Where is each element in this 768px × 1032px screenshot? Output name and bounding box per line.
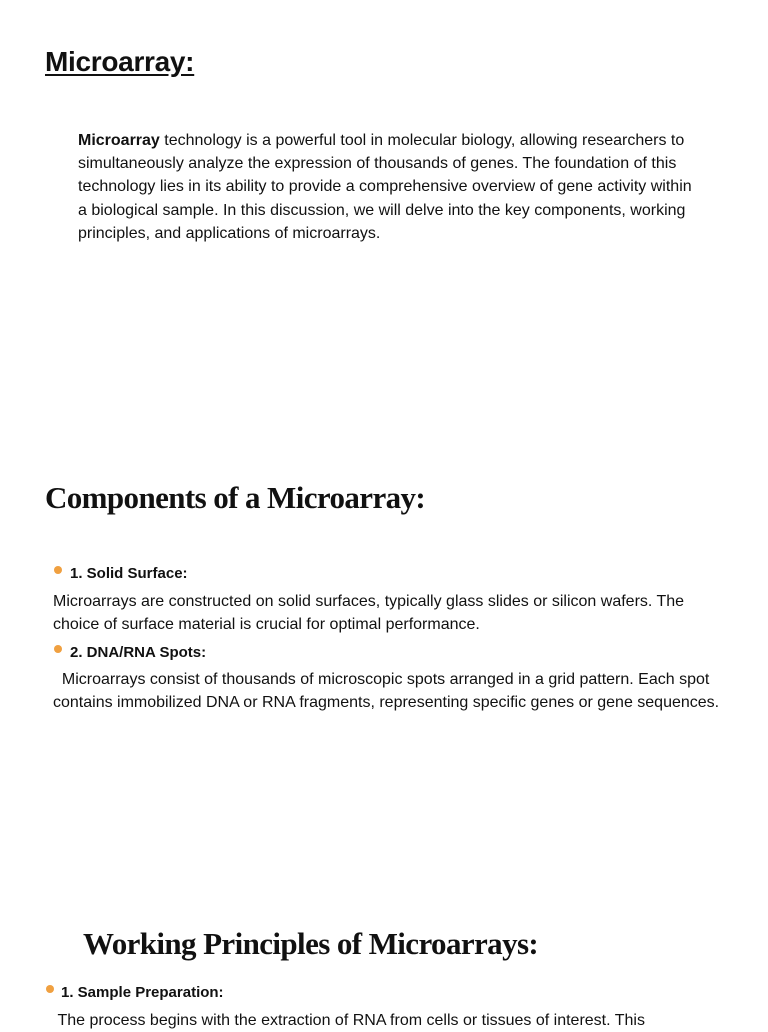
intro-bold-term: Microarray (78, 132, 160, 149)
component-body-dna-rna-spots: Microarrays consist of thousands of microscopic spots arranged in a grid pattern. Each spot contains immobilized DNA or RNA fragments, representing specific genes or gene sequences. (53, 671, 720, 712)
bullet-dot-icon (54, 566, 62, 574)
principle-title-sample-preparation: 1. Sample Preparation: (61, 984, 224, 1001)
component-title-solid-surface: 1. Solid Surface: (70, 565, 188, 582)
component-title-dna-rna-spots: 2. DNA/RNA Spots: (70, 644, 207, 661)
intro-text: technology is a powerful tool in molecular biology, allowing researchers to simultaneously analyze the expression of thousands of genes. The foundation of this technology lies in its ability to provide a comprehensive overview of gene activity within a biological sample. In this discussion, we will delve into the key components, working principles, and applications of microarrays. (78, 132, 692, 242)
principles-heading: Working Principles of Microarrays: (83, 926, 539, 961)
intro-paragraph (78, 129, 698, 245)
page-title: Microarray: (45, 46, 195, 77)
component-body-solid-surface: Microarrays are constructed on solid surfaces, typically glass slides or silicon wafers. The choice of surface material is crucial for optimal performance. (53, 593, 685, 634)
principle-body-sample-preparation: The process begins with the extraction of RNA from cells or tissues of interest. This (53, 1012, 645, 1029)
bullet-dot-icon (54, 645, 62, 653)
components-heading: Components of a Microarray: (45, 480, 426, 515)
bullet-dot-icon (46, 985, 54, 993)
